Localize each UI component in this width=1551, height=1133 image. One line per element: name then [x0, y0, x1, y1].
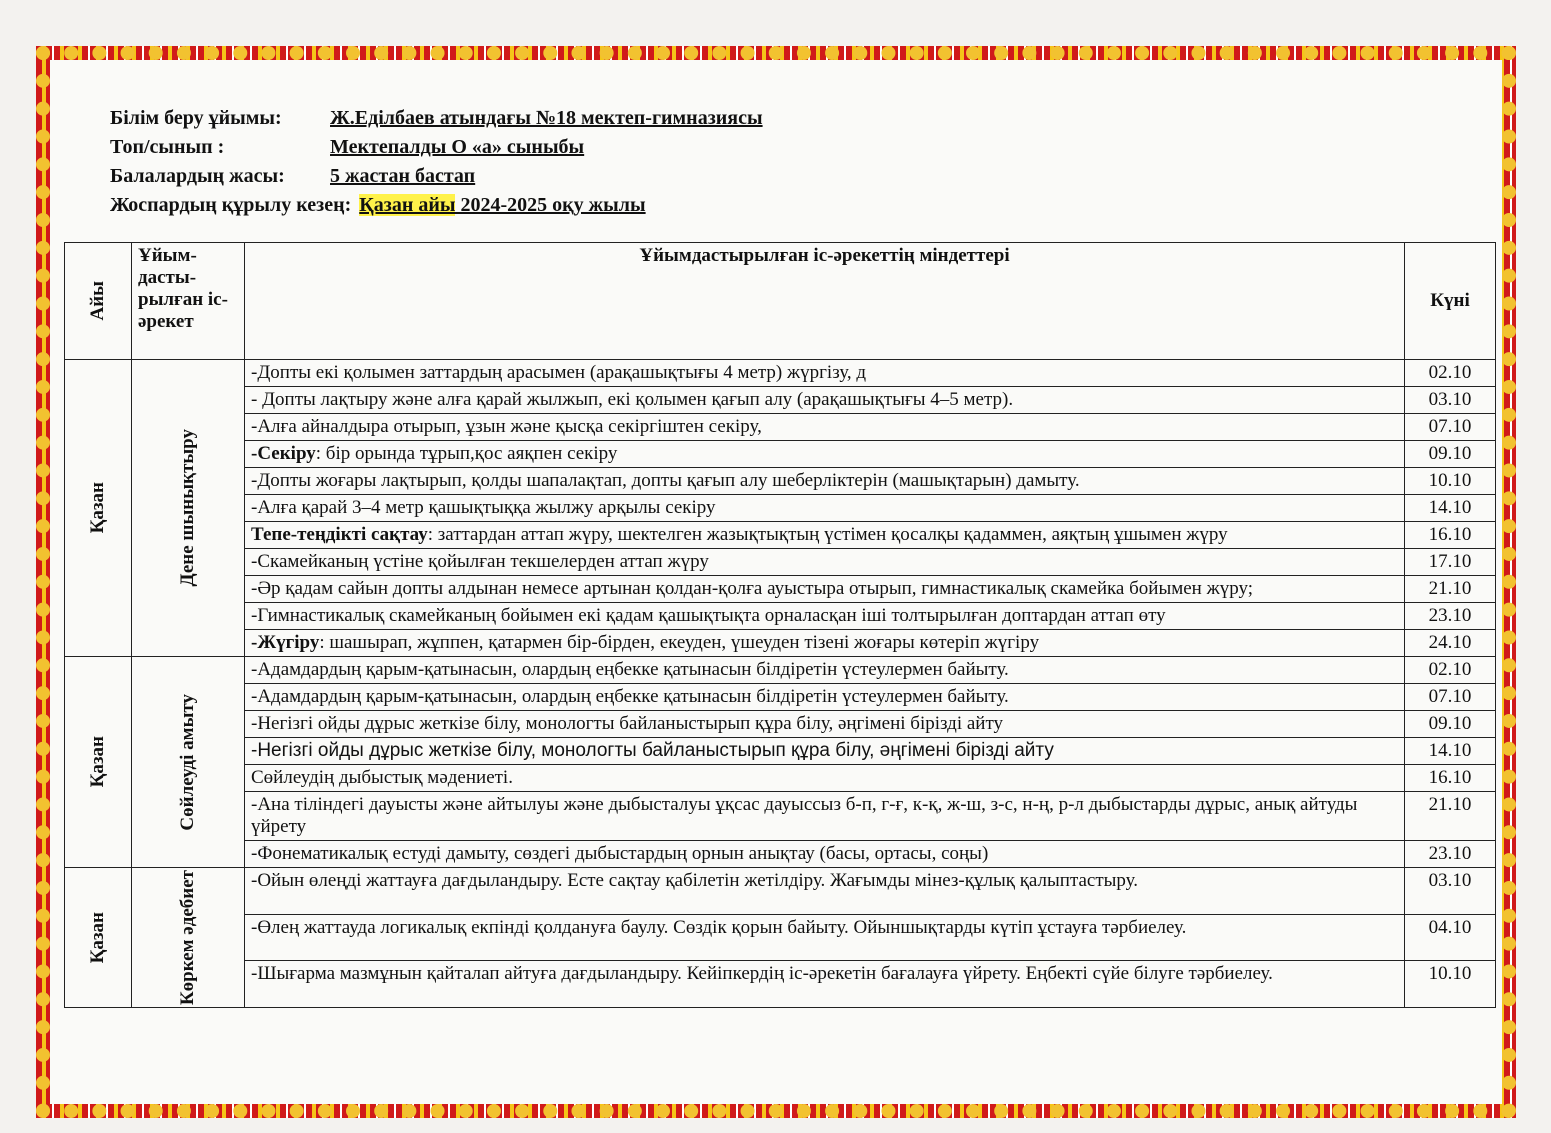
task-cell	[245, 684, 1405, 711]
col-activity-header: Ұйым-дасты-рылған іс-әрекет	[132, 243, 245, 360]
table-row	[65, 387, 1496, 414]
date-cell: 16.10	[1405, 765, 1496, 792]
table-body	[65, 360, 1496, 1008]
date-cell: 02.10	[1405, 657, 1496, 684]
period-highlight: Қазан айы	[359, 194, 456, 216]
date-cell: 10.10	[1405, 961, 1496, 1008]
task-cell	[245, 914, 1405, 961]
org-value: Ж.Еділбаев атындағы №18 мектеп-гимназиясы	[330, 107, 763, 129]
date-cell: 16.10	[1405, 522, 1496, 549]
task-text: -Скамейканың үстіне қойылған текшелерден аттап жүру	[251, 551, 709, 572]
table-row	[65, 549, 1496, 576]
table-row	[65, 914, 1496, 961]
table-row	[65, 657, 1496, 684]
task-cell	[245, 765, 1405, 792]
col-month-header	[65, 243, 132, 360]
activity-cell	[132, 657, 245, 868]
table-row	[65, 792, 1496, 841]
table-row	[65, 961, 1496, 1008]
task-text: Сөйлеудің дыбыстық мәдениеті.	[251, 767, 513, 788]
table-row	[65, 841, 1496, 868]
date-cell: 23.10	[1405, 841, 1496, 868]
task-cell	[245, 738, 1405, 765]
period-rest: 2024-2025 оқу жылы	[455, 194, 646, 216]
task-cell	[245, 468, 1405, 495]
date-cell: 10.10	[1405, 468, 1496, 495]
date-cell: 03.10	[1405, 387, 1496, 414]
org-label: Білім беру ұйымы:	[110, 107, 282, 129]
task-cell	[245, 841, 1405, 868]
activity-label: Сөйлеуді амыту	[177, 693, 198, 831]
table-row	[65, 868, 1496, 915]
task-cell	[245, 603, 1405, 630]
task-cell	[245, 657, 1405, 684]
date-cell: 09.10	[1405, 711, 1496, 738]
task-cell	[245, 792, 1405, 841]
task-bold-lead: -Секіру	[251, 443, 316, 464]
task-text: - Допты лақтыру және алға қарай жылжып, екі қолымен қағып алу (арақашықтығы 4–5 метр).	[251, 389, 1014, 410]
date-cell: 03.10	[1405, 868, 1496, 915]
date-cell: 14.10	[1405, 738, 1496, 765]
date-cell: 07.10	[1405, 414, 1496, 441]
task-text: : заттардан аттап жүру, шектелген жазықтықтың үстімен қосалқы қадаммен, аяқтың ұшымен жүру	[427, 524, 1228, 545]
age-row	[110, 162, 763, 191]
date-cell: 24.10	[1405, 630, 1496, 657]
task-cell	[245, 868, 1405, 915]
table-row	[65, 603, 1496, 630]
task-cell	[245, 961, 1405, 1008]
table-row	[65, 441, 1496, 468]
task-cell	[245, 441, 1405, 468]
month-label: Қазан	[87, 482, 108, 534]
task-text: -Негізгі ойды дұрыс жеткізе білу, монологты байланыстырып құра білу, әңгімені бірізді айту	[251, 740, 1054, 761]
date-cell: 21.10	[1405, 792, 1496, 841]
task-cell	[245, 414, 1405, 441]
date-cell: 02.10	[1405, 360, 1496, 387]
task-cell	[245, 549, 1405, 576]
date-cell: 09.10	[1405, 441, 1496, 468]
period-value	[359, 191, 645, 220]
task-cell	[245, 711, 1405, 738]
date-cell: 23.10	[1405, 603, 1496, 630]
task-text: -Адамдардың қарым-қатынасын, олардың еңбекке қатынасын білдіретін үстеулермен байыту.	[251, 659, 1009, 680]
group-value: Мектепалды О «а» сыныбы	[330, 136, 585, 158]
col-tasks-header: Ұйымдастырылған іс-әрекеттің міндеттері	[245, 243, 1405, 360]
task-text: : бір орында тұрып,қос аяқпен секіру	[315, 443, 618, 464]
month-cell	[65, 360, 132, 657]
task-cell	[245, 387, 1405, 414]
activity-cell	[132, 360, 245, 657]
task-text: -Фонематикалық естуді дамыту, сөздегі дыбыстардың орнын анықтау (басы, ортасы, соңы)	[251, 843, 989, 864]
task-text: -Ойын өлеңді жаттауға дағдыландыру. Есте сақтау қабілетін жетілдіру. Жағымды мінез-құлық қалыптастыру.	[251, 870, 1139, 891]
activity-label: Дене шынықтыру	[177, 429, 198, 587]
table-row	[65, 495, 1496, 522]
activity-label: Көркем әдебиет	[177, 870, 198, 1006]
task-text: -Допты жоғары лақтырып, қолды шапалақтап, допты қағып алу шеберліктерін (машықтарын) дамыту.	[251, 470, 1080, 491]
task-text: -Негізгі ойды дұрыс жеткізе білу, монологты байланыстырып құра білу, әңгімені бірізді айту	[251, 713, 1004, 734]
task-cell	[245, 495, 1405, 522]
plan-table	[64, 242, 1496, 1008]
period-row	[110, 191, 763, 220]
activity-cell	[132, 868, 245, 1008]
task-cell	[245, 360, 1405, 387]
col-month-label: Айы	[87, 281, 108, 321]
age-value: 5 жастан бастап	[330, 165, 476, 187]
table-row	[65, 414, 1496, 441]
table-row	[65, 684, 1496, 711]
table-row	[65, 576, 1496, 603]
date-cell: 14.10	[1405, 495, 1496, 522]
period-label: Жоспардың құрылу кезең:	[110, 194, 352, 216]
document-header	[110, 104, 763, 220]
task-text: -Ана тіліндегі дауысты және айтылуы және дыбысталуы ұқсас дауыссыз б-п, г-ғ, к-қ, ж-ш, з-с, н-ң, р-л дыбыстарды дұрыс, анық айтуды үйрету	[251, 794, 1358, 837]
table-row	[65, 765, 1496, 792]
col-date-header: Күні	[1405, 243, 1496, 360]
task-text: -Допты екі қолымен заттардың арасымен (арақашықтығы 4 метр) жүргізу, д	[251, 362, 867, 383]
month-label: Қазан	[87, 736, 108, 788]
task-bold-lead: -Жүгіру	[251, 632, 320, 653]
task-cell	[245, 522, 1405, 549]
task-text: -Алға айналдыра отырып, ұзын және қысқа секіргіштен секіру,	[251, 416, 762, 437]
table-row	[65, 468, 1496, 495]
table-row	[65, 522, 1496, 549]
age-label: Балалардың жасы:	[110, 165, 285, 187]
table-row	[65, 630, 1496, 657]
task-text: -Адамдардың қарым-қатынасын, олардың еңбекке қатынасын білдіретін үстеулермен байыту.	[251, 686, 1009, 707]
month-cell	[65, 868, 132, 1008]
org-row	[110, 104, 763, 133]
table-row	[65, 711, 1496, 738]
task-cell	[245, 630, 1405, 657]
month-label: Қазан	[87, 911, 108, 964]
date-cell: 07.10	[1405, 684, 1496, 711]
task-text: : шашырап, жұппен, қатармен бір-бірден, екеуден, үшеуден тізені жоғары көтеріп жүгіру	[319, 632, 1040, 653]
group-row	[110, 133, 763, 162]
month-cell	[65, 657, 132, 868]
task-text: -Гимнастикалық скамейканың бойымен екі қадам қашықтықта орналасқан іші толтырылған доптардан аттап өту	[251, 605, 1166, 626]
task-cell	[245, 576, 1405, 603]
group-label: Топ/сынып :	[110, 136, 225, 158]
task-text: -Алға қарай 3–4 метр қашықтыққа жылжу арқылы секіру	[251, 497, 716, 518]
task-text: -Әр қадам сайын допты алдынан немесе артынан қолдан-қолға ауыстыра отырып, гимнастикалық скамейка бойымен жүру;	[251, 578, 1253, 599]
table-row	[65, 738, 1496, 765]
date-cell: 21.10	[1405, 576, 1496, 603]
task-text: -Шығарма мазмұнын қайталап айтуға дағдыландыру. Кейіпкердің іс-әрекетін бағалауға үйрету. Еңбекті сүйе білуге тәрбиелеу.	[251, 963, 1273, 985]
task-bold-lead: Тепе-теңдікті сақтау	[251, 524, 428, 545]
date-cell: 17.10	[1405, 549, 1496, 576]
date-cell: 04.10	[1405, 914, 1496, 961]
task-text: -Өлең жаттауда логикалық екпінді қолдануға баулу. Сөздік қорын байыту. Ойыншықтарды күтіп ұстауға тәрбиелеу.	[251, 916, 1187, 938]
table-row	[65, 360, 1496, 387]
table-header-row	[65, 243, 1496, 360]
